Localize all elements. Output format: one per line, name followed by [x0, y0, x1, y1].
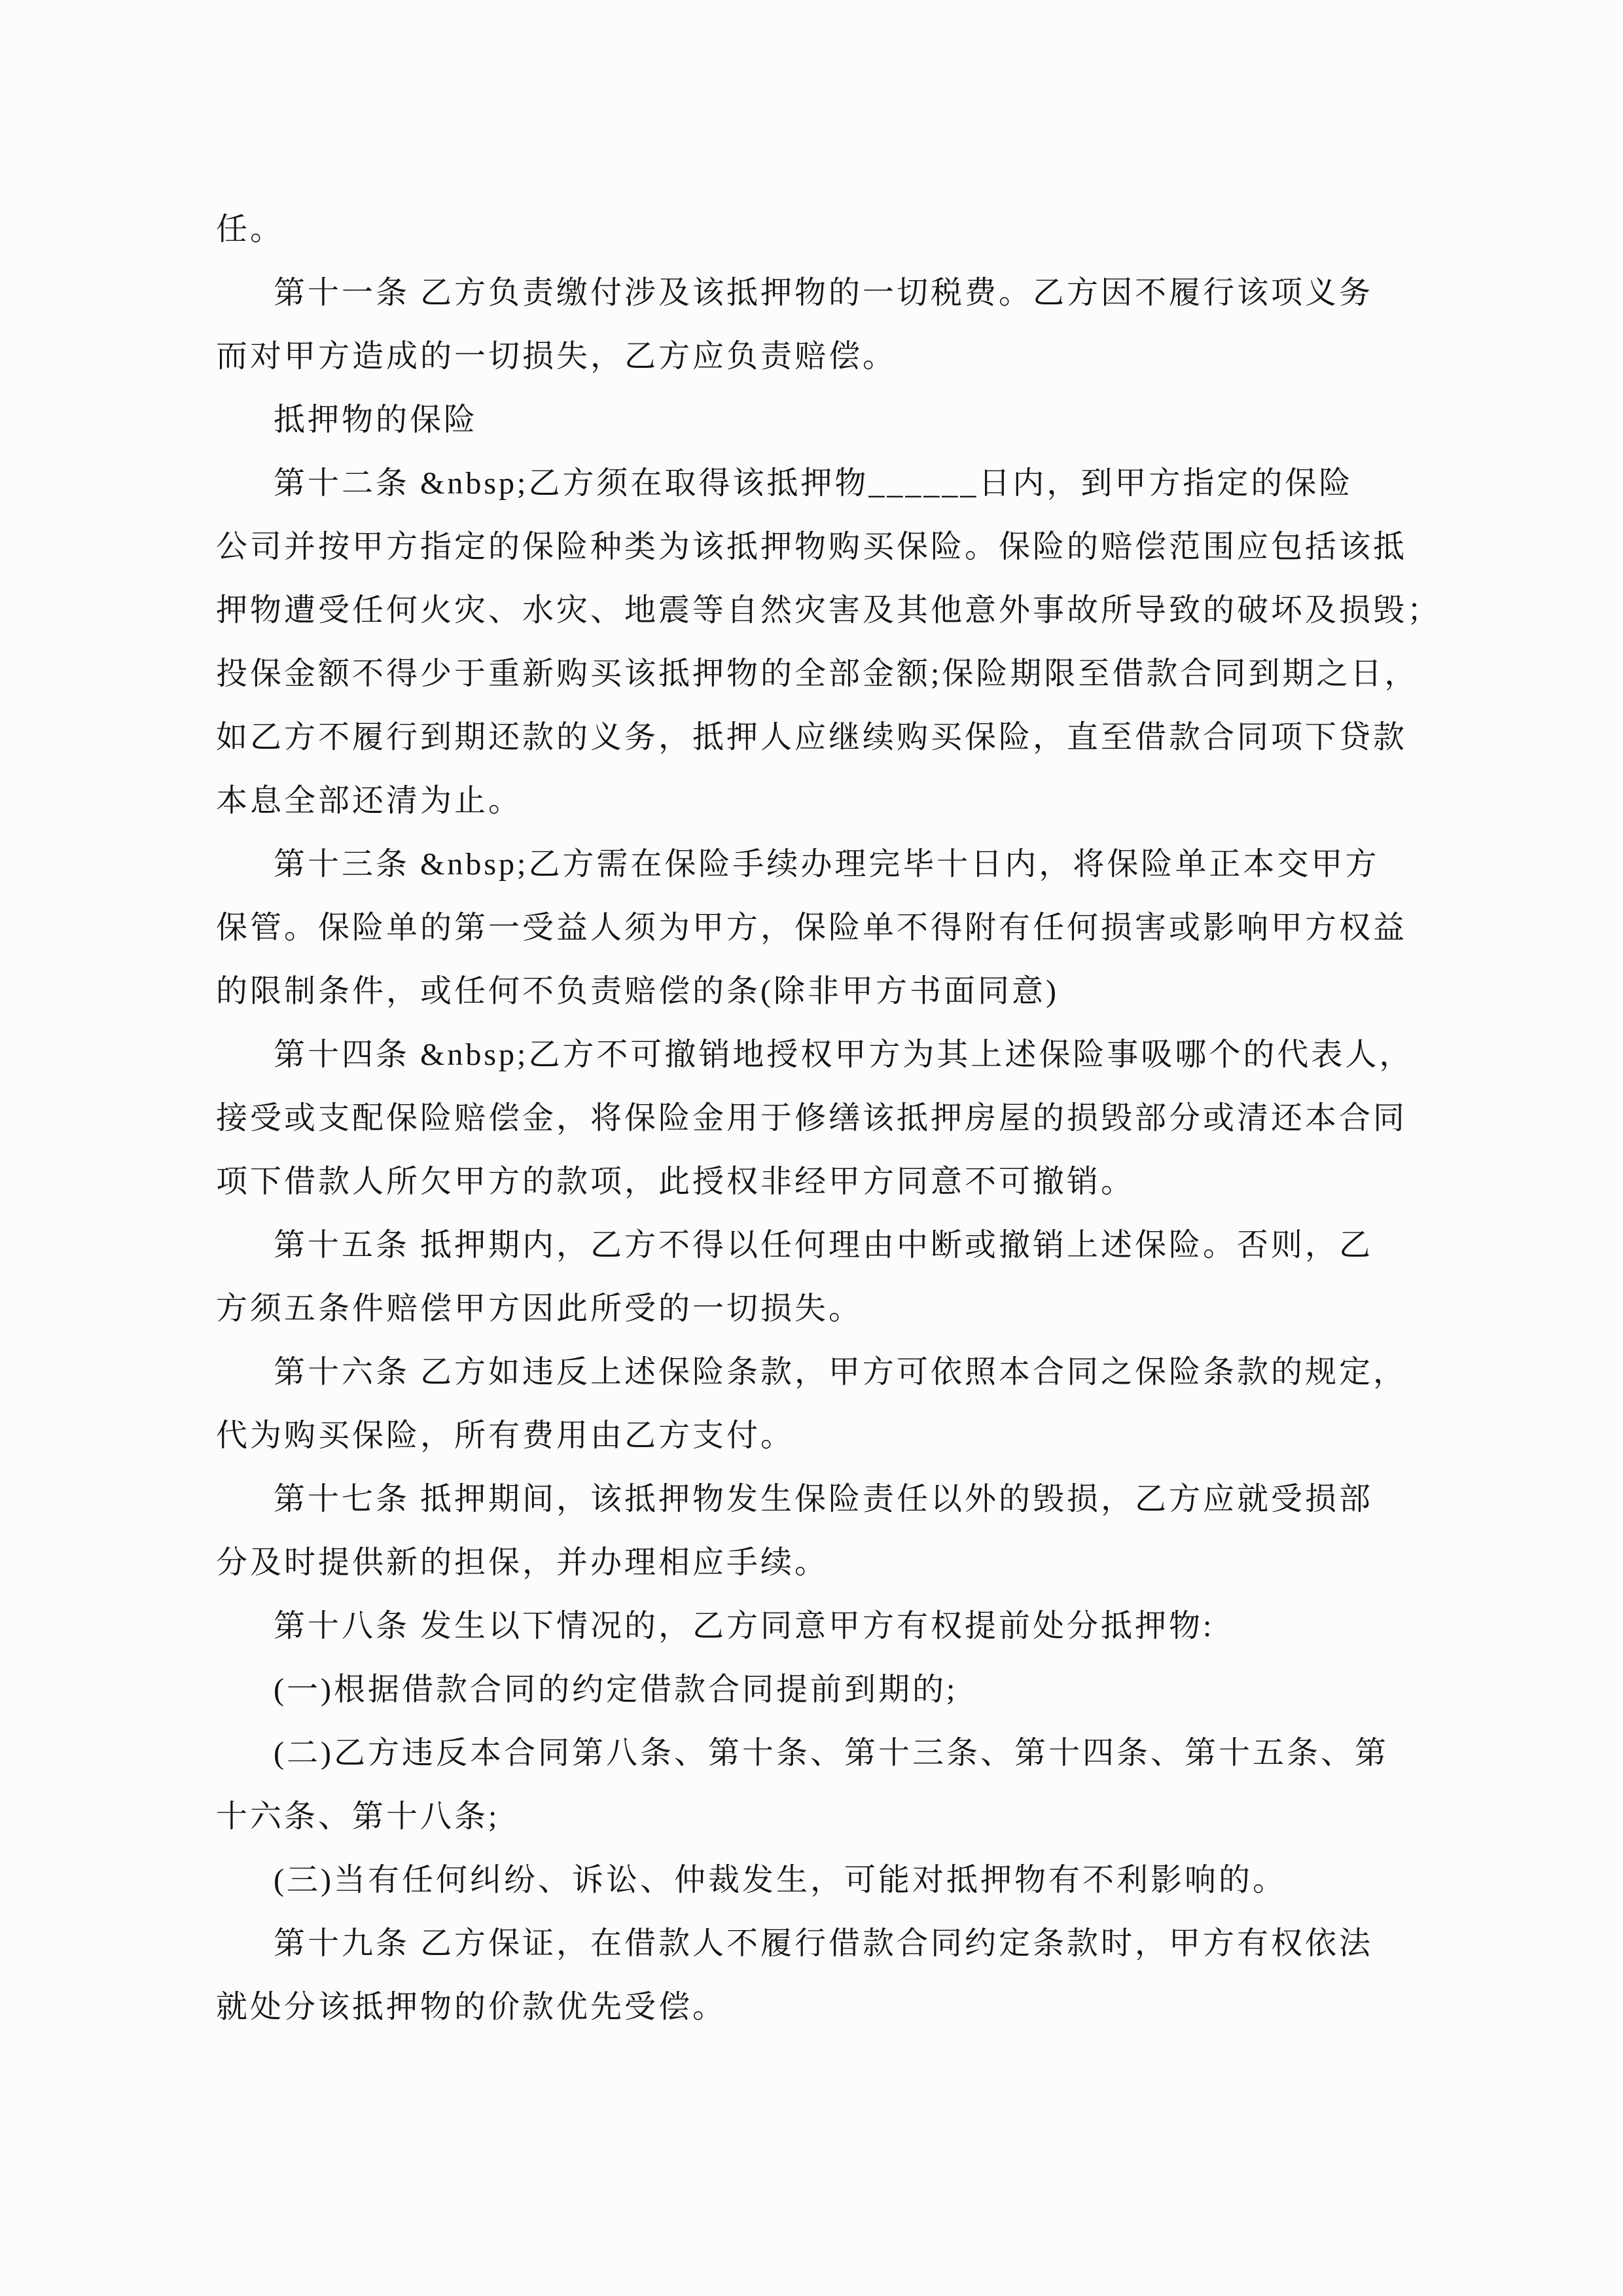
text-line: 本息全部还清为止。: [216, 783, 523, 818]
text-line: 第十二条 &nbsp;乙方须在取得该抵押物______日内，到甲方指定的保险: [274, 466, 1353, 501]
text-line: 第十六条 乙方如违反上述保险条款，甲方可依照本合同之保险条款的规定，: [274, 1355, 1408, 1390]
text-line: 第十八条 发生以下情况的，乙方同意甲方有权提前处分抵押物:: [274, 1609, 1215, 1643]
text-line: 分及时提供新的担保，并办理相应手续。: [216, 1545, 829, 1580]
text-line: 押物遭受任何火灾、水灾、地震等自然灾害及其他意外事故所导致的破坏及损毁；: [216, 593, 1442, 628]
text-line: 而对甲方造成的一切损失，乙方应负责赔偿。: [216, 339, 897, 374]
text-line: 投保金额不得少于重新购买该抵押物的全部金额;保险期限至借款合同到期之日，: [216, 656, 1419, 691]
text-line: 第十五条 抵押期内，乙方不得以任何理由中断或撤销上述保险。否则，乙: [274, 1228, 1374, 1263]
contract-text-body: [216, 198, 1442, 2039]
text-line: 方须五条件赔偿甲方因此所受的一切损失。: [216, 1291, 863, 1326]
text-line: 第十三条 &nbsp;乙方需在保险手续办理完毕十日内，将保险单正本交甲方: [274, 847, 1380, 882]
text-line: 十六条、第十八条;: [216, 1799, 500, 1834]
text-line: (三)当有任何纠纷、诉讼、仲裁发生，可能对抵押物有不利影响的。: [274, 1863, 1287, 1897]
text-line: 保管。保险单的第一受益人须为甲方，保险单不得附有任何损害或影响甲方权益: [216, 910, 1408, 945]
text-line: (一)根据借款合同的约定借款合同提前到期的;: [274, 1672, 958, 1707]
text-line: 第十七条 抵押期间，该抵押物发生保险责任以外的毁损，乙方应就受损部: [274, 1482, 1374, 1516]
text-line: 第十四条 &nbsp;乙方不可撤销地授权甲方为其上述保险事吸哪个的代表人，: [274, 1037, 1414, 1072]
text-line: 就处分该抵押物的价款优先受偿。: [216, 1990, 727, 2024]
text-line: 第十九条 乙方保证，在借款人不履行借款合同约定条款时，甲方有权依法: [274, 1926, 1374, 1961]
text-line: 抵押物的保险: [274, 403, 478, 437]
text-line: (二)乙方违反本合同第八条、第十条、第十三条、第十四条、第十五条、第: [274, 1736, 1389, 1770]
text-line: 第十一条 乙方负责缴付涉及该抵押物的一切税费。乙方因不履行该项义务: [274, 276, 1374, 310]
text-line: 公司并按甲方指定的保险种类为该抵押物购买保险。保险的赔偿范围应包括该抵: [216, 529, 1408, 564]
text-line: 的限制条件，或任何不负责赔偿的条(除非甲方书面同意): [216, 974, 1059, 1009]
text-line: 任。: [216, 212, 285, 247]
text-line: 如乙方不履行到期还款的义务，抵押人应继续购买保险，直至借款合同项下贷款: [216, 720, 1408, 755]
text-line: 项下借款人所欠甲方的款项，此授权非经甲方同意不可撤销。: [216, 1164, 1135, 1199]
text-line: 代为购买保险，所有费用由乙方支付。: [216, 1418, 795, 1453]
text-line: 接受或支配保险赔偿金，将保险金用于修缮该抵押房屋的损毁部分或清还本合同: [216, 1101, 1408, 1136]
